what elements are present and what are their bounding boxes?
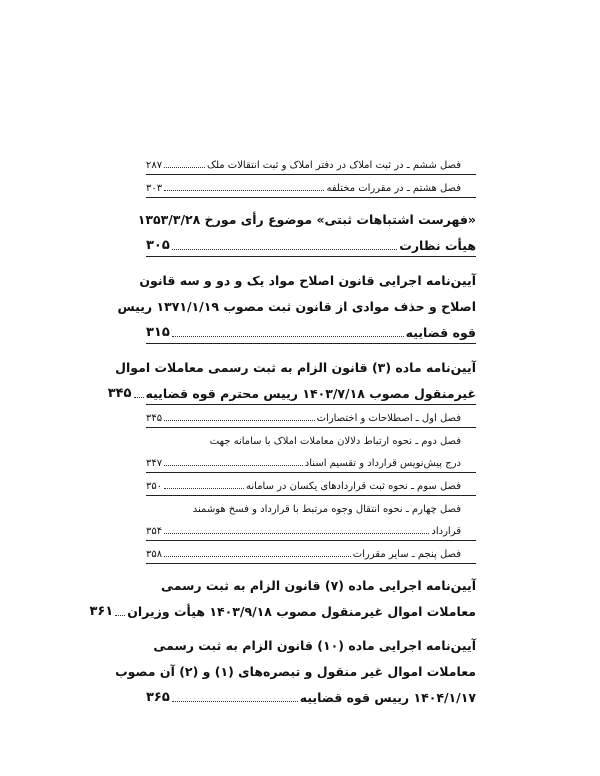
toc-entry-title: معاملات اموال غیر منقول و تبصره‌های (۱) و (۲) آن مصوب <box>115 664 476 679</box>
toc-entry-title: درج پیش‌نویس قرارداد و تقسیم اسناد <box>304 458 461 469</box>
toc-entry[interactable] <box>107 378 476 405</box>
toc-entry-line[interactable] <box>146 570 476 596</box>
toc-entry-title: قوه قضاییه <box>405 325 476 340</box>
dot-leader <box>115 614 125 616</box>
toc-subentry[interactable] <box>146 518 476 541</box>
toc-page-number: ۳۴۵ <box>107 386 132 401</box>
toc-entry-title: آیین‌نامه اجرایی ماده (۷) قانون الزام به ثبت رسمی <box>161 578 476 593</box>
toc-entry-title: آیین‌نامه اجرایی ماده (۱۰) قانون الزام به ثبت رسمی <box>153 638 476 653</box>
dot-leader <box>172 700 298 702</box>
toc-entry-line[interactable] <box>146 630 476 656</box>
toc-subentry[interactable] <box>146 450 476 473</box>
toc-entry-title: فصل چهارم ـ نحوه انتقال وجوه مرتبط با قرارداد و فسخ هوشمند <box>192 504 461 515</box>
toc-entry-title: فصل اول ـ اصطلاحات و اختصارات <box>316 413 461 424</box>
dot-leader <box>164 189 324 191</box>
toc-entry-title: هیأت نظارت <box>399 238 476 253</box>
toc-page-number: ۳۶۵ <box>146 690 170 705</box>
toc-subentry-line[interactable] <box>146 496 476 518</box>
toc-page-number: ۳۵۸ <box>146 549 163 560</box>
toc-page-number: ۳۵۴ <box>146 526 163 537</box>
toc-subentry-line[interactable] <box>146 428 476 450</box>
toc-entry-title: فصل دوم ـ نحوه ارتباط دلالان معاملات املاک با سامانه جهت <box>209 436 461 447</box>
toc-entry-title: غیرمنقول مصوب ۱۴۰۳/۷/۱۸ رییس محترم قوه قضاییه <box>145 386 476 401</box>
toc-entry-title: معاملات اموال غیرمنقول مصوب ۱۴۰۳/۹/۱۸ هیأت وزیران <box>127 604 476 619</box>
toc-subentry[interactable] <box>146 473 476 496</box>
dot-leader <box>164 532 429 534</box>
dot-leader <box>164 487 244 489</box>
dot-leader <box>134 396 144 398</box>
toc-entry-title: اصلاح و حذف موادی از قانون ثبت مصوب ۱۳۷۱/۱/۱۹ رییس <box>117 299 476 314</box>
toc-entry[interactable] <box>89 596 476 622</box>
toc-subentry[interactable] <box>146 541 476 564</box>
toc-page-number: ۳۴۵ <box>146 413 163 424</box>
toc-entry-line[interactable] <box>139 265 476 291</box>
toc-entry[interactable] <box>146 682 476 708</box>
toc-page-number: ۳۶۱ <box>89 604 114 619</box>
dot-leader <box>172 335 404 337</box>
toc-entry-line[interactable] <box>137 204 476 230</box>
toc-entry-title: فصل هشتم ـ در مقررات مختلفه <box>326 183 461 194</box>
toc-entry-title: ۱۴۰۴/۱/۱۷ رییس قوه قضاییه <box>299 690 476 705</box>
dot-leader <box>164 166 205 168</box>
toc-page-number: ۲۸۷ <box>146 160 163 171</box>
toc-entry-title: فصل پنجم ـ سایر مقررات <box>352 549 461 560</box>
toc-entry[interactable] <box>146 317 476 344</box>
toc-entry-title: قرارداد <box>431 526 461 537</box>
dot-leader <box>164 464 303 466</box>
toc-entry-title: فصل سوم ـ نحوه ثبت قراردادهای یکسان در سامانه <box>246 481 461 492</box>
toc-entry-title: آیین‌نامه ماده (۳) قانون الزام به ثبت رسمی معاملات اموال <box>115 360 476 375</box>
toc-entry-line[interactable] <box>115 656 476 682</box>
toc-entry-title: فصل ششم ـ در ثبت املاک در دفتر املاک و ثبت انتقالات ملک <box>207 160 461 171</box>
dot-leader <box>172 248 397 250</box>
toc-entry[interactable] <box>146 152 476 175</box>
toc-page-number: ۳۰۳ <box>146 183 163 194</box>
toc-page-number: ۳۱۵ <box>146 325 170 340</box>
toc-entry[interactable] <box>146 230 476 257</box>
toc-page-number: ۳۴۷ <box>146 458 163 469</box>
toc-entry-title: «فهرست اشتباهات ثبتی» موضوع رأی مورخ ۱۳۵۳/۳/۲۸ <box>137 212 476 227</box>
toc-subentry[interactable] <box>146 405 476 428</box>
toc-page-number: ۳۰۵ <box>146 238 170 253</box>
table-of-contents <box>89 152 476 708</box>
toc-entry[interactable] <box>146 175 476 198</box>
toc-entry-title: آیین‌نامه اجرایی قانون اصلاح مواد یک و دو و سه قانون <box>139 273 476 288</box>
dot-leader <box>164 555 351 557</box>
dot-leader <box>164 419 315 421</box>
toc-entry-line[interactable] <box>115 352 476 378</box>
toc-page-number: ۳۵۰ <box>146 481 163 492</box>
toc-entry-line[interactable] <box>117 291 476 317</box>
